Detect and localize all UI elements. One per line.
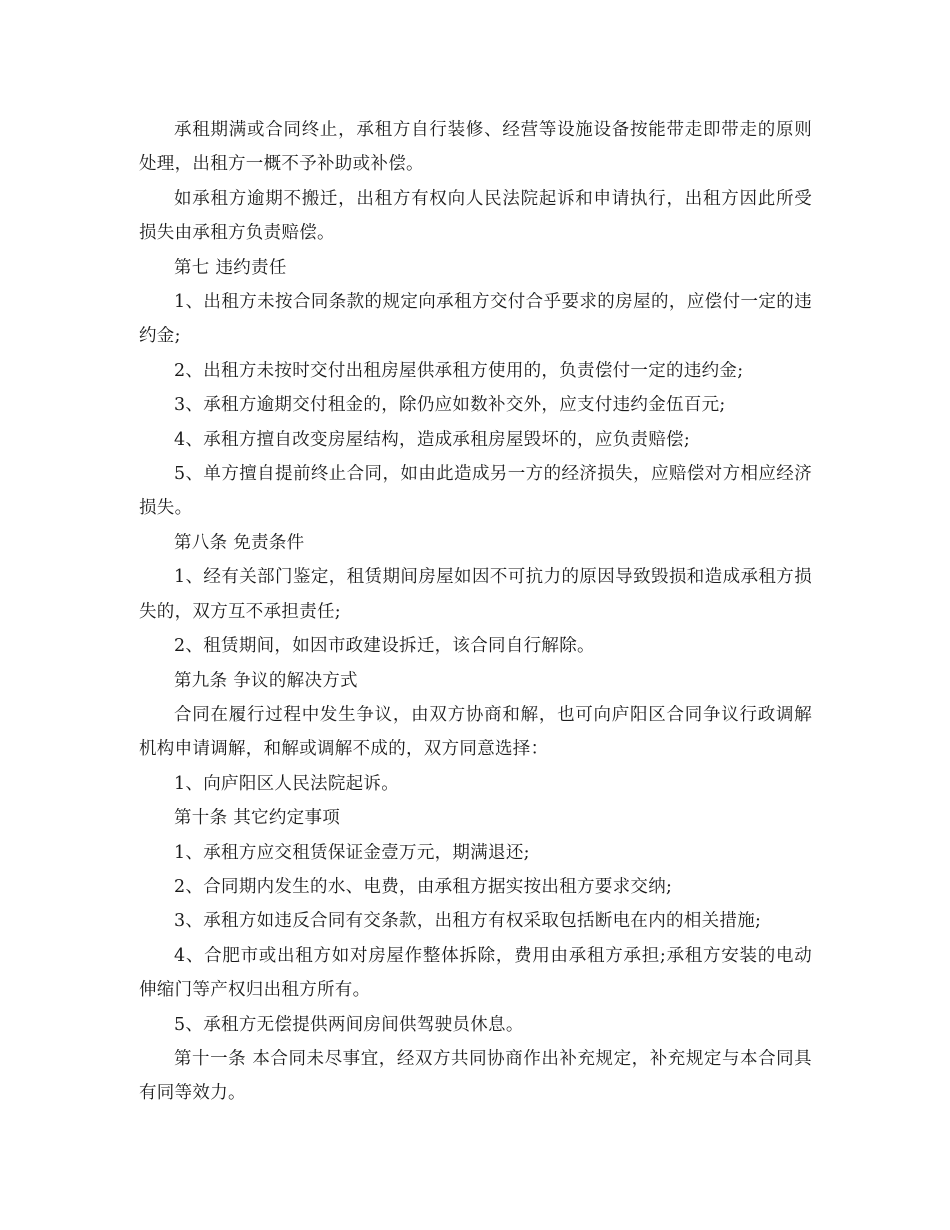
paragraph-dispute-resolution: 合同在履行过程中发生争议，由双方协商和解，也可向庐阳区合同争议行政调解机构申请调解，和解或调解不成的，双方同意选择： (139, 704, 812, 760)
heading-article-11: 第十一条 本合同未尽事宜，经双方共同协商作出补充规定，补充规定与本合同具有同等效力。 (139, 1048, 812, 1104)
paragraph-termination-handling: 承租期满或合同终止，承租方自行装修、经营等设施设备按能带走即带走的原则处理，出租方一概不予补助或补偿。 (139, 120, 812, 175)
list-item: 1、经有关部门鉴定，租赁期间房屋如因不可抗力的原因导致毁损和造成承租方损失的，双方互不承担责任; (139, 567, 812, 622)
list-item: 2、合同期内发生的水、电费，由承租方据实按出租方要求交纳; (174, 876, 673, 897)
list-item: 4、承租方擅自改变房屋结构，造成承租房屋毁坏的，应负责赔偿; (174, 429, 691, 450)
paragraph-overdue-relocation: 如承租方逾期不搬迁，出租方有权向人民法院起诉和申请执行，出租方因此所受损失由承租方负责赔偿。 (139, 188, 812, 244)
list-item: 5、单方擅自提前终止合同，如由此造成另一方的经济损失，应赔偿对方相应经济损失。 (139, 464, 812, 519)
heading-article-10: 第十条 其它约定事项 (174, 808, 341, 829)
heading-article-8: 第八条 免责条件 (174, 532, 305, 553)
list-item: 3、承租方逾期交付租金的，除仍应如数补交外，应支付违约金伍百元; (174, 395, 726, 416)
list-item: 2、租赁期间，如因市政建设拆迁，该合同自行解除。 (174, 636, 595, 657)
list-item: 1、承租方应交租赁保证金壹万元，期满退还; (174, 842, 530, 863)
list-item: 4、合肥市或出租方如对房屋作整体拆除，费用由承租方承担;承租方安装的电动伸缩门等产权归出租方所有。 (139, 945, 812, 1001)
list-item: 1、出租方未按合同条款的规定向承租方交付合乎要求的房屋的，应偿付一定的违约金; (139, 292, 812, 347)
heading-article-7: 第七 违约责任 (174, 257, 287, 278)
list-item: 5、承租方无偿提供两间房间供驾驶员休息。 (174, 1014, 524, 1035)
list-item: 2、出租方未按时交付出租房屋供承租方使用的，负责偿付一定的违约金; (174, 360, 744, 381)
list-item: 3、承租方如违反合同有交条款，出租方有权采取包括断电在内的相关措施; (174, 911, 762, 932)
heading-article-9: 第九条 争议的解决方式 (174, 670, 358, 691)
list-item: 1、向庐阳区人民法院起诉。 (174, 773, 400, 794)
